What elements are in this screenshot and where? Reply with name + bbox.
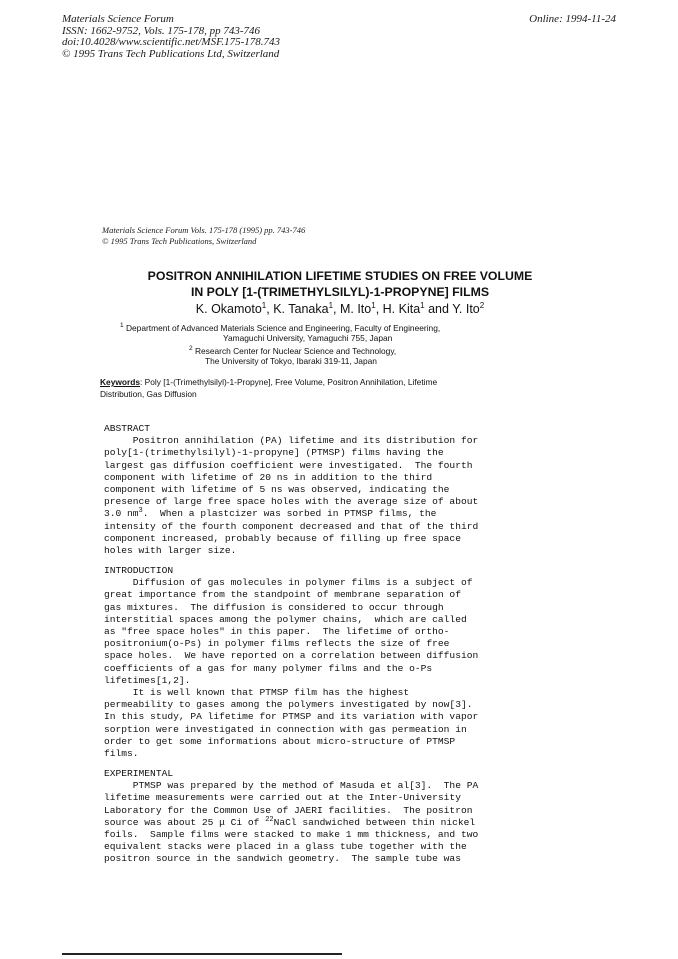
keywords-text: Distribution, Gas Diffusion <box>100 388 197 399</box>
author-list <box>100 301 580 316</box>
body-line: positron source in the sandwich geometry. The sample tube was <box>104 853 461 865</box>
body-line: component increased, probably because of filling up free space <box>104 532 461 544</box>
body-line: space holes. We have reported on a correlation between diffusion <box>104 650 479 662</box>
section-heading: INTRODUCTION <box>104 565 174 576</box>
body-line: lifetime measurements were carried out at the Inter-University <box>104 792 461 804</box>
body-line: foils. Sample films were stacked to make 1 mm thickness, and two <box>104 829 479 841</box>
title-line: POSITRON ANNIHILATION LIFETIME STUDIES ON FREE VOLUME <box>147 269 533 283</box>
body-line: coefficients of a gas for many polymer films and the o-Ps <box>104 662 433 674</box>
footer-rule <box>62 953 342 955</box>
body-line: gas mixtures. The diffusion is considered to occur through <box>104 601 444 613</box>
keywords-text: : Poly [1-(Trimethylsilyl)-1-Propyne], Free Volume, Positron Annihilation, Lifetime <box>140 377 438 387</box>
body-line: holes with larger size. <box>104 545 237 557</box>
body-line: component with lifetime of 5 ns was observed, indicating the <box>104 484 450 496</box>
body-line: Diffusion of gas molecules in polymer films is a subject of <box>104 577 473 589</box>
body-line: largest gas diffusion coefficient were investigated. The fourth <box>104 459 473 471</box>
body-line: poly[1-(trimethylsilyl)-1-propyne] (PTMSP) films having the <box>104 447 444 459</box>
body-line: great importance from the standpoint of membrane separation of <box>104 589 461 601</box>
affiliation-text: Research Center for Nuclear Science and Technology, <box>194 345 397 356</box>
section-experimental <box>104 768 574 866</box>
keywords <box>100 377 570 400</box>
body-line: films. <box>104 748 139 760</box>
issn-line: ISSN: 1662-9752, Vols. 175-178, pp 743-746 <box>62 24 260 37</box>
affiliation-mark: 1 <box>120 322 124 329</box>
body-line: presence of large free space holes with the average size of about <box>104 496 479 508</box>
paper-title <box>100 268 580 300</box>
body-line: order to get some informations about micro-structure of PTMSP <box>104 735 456 747</box>
forum-copyright-line: © 1995 Trans Tech Publications, Switzerland <box>102 236 257 246</box>
scan-header <box>102 225 305 247</box>
affiliation-text: The University of Tokyo, Ibaraki 319-11, Japan <box>205 355 377 366</box>
affiliation-1 <box>120 321 440 343</box>
body-line: Positron annihilation (PA) lifetime and its distribution for <box>104 435 479 447</box>
affiliation-text: Yamaguchi University, Yamaguchi 755, Japan <box>223 332 393 343</box>
copyright-line: © 1995 Trans Tech Publications Ltd, Switzerland <box>62 47 280 60</box>
body-line: It is well known that PTMSP film has the highest <box>104 687 410 699</box>
section-heading: ABSTRACT <box>104 423 151 434</box>
body-line: sorption were investigated in connection with gas permeation in <box>104 723 467 735</box>
author: K. Tanaka$^1$, <box>273 301 340 317</box>
body-line: interstitial spaces among the polymer chains, which are called <box>104 613 467 625</box>
affiliation-text: Department of Advanced Materials Science and Engineering, Faculty of Engineering, <box>125 322 441 333</box>
author: M. Ito$^1$, <box>339 301 383 317</box>
doi-line: doi:10.4028/www.scientific.net/MSF.175-178.743 <box>62 36 281 48</box>
body-line: Laboratory for the Common Use of JAERI facilities. The positron <box>104 804 473 816</box>
citation-block <box>62 14 280 60</box>
section-abstract <box>104 423 574 557</box>
title-line: IN POLY [1-(TRIMETHYLSILYL)-1-PROPYNE] FILMS <box>190 285 490 299</box>
section-heading: EXPERIMENTAL <box>104 768 174 779</box>
body-line: In this study, PA lifetime for PTMSP and its variation with vapor <box>104 711 479 723</box>
body-line: equivalent stacks were placed in a glass tube together with the <box>104 841 467 853</box>
body-line: as "free space holes" in this paper. The lifetime of ortho- <box>104 626 450 638</box>
author: Y. Ito$^2$ <box>452 301 485 317</box>
affiliation-2 <box>189 344 396 366</box>
body-line: positronium(o-Ps) in polymer films reflects the size of free <box>104 638 450 650</box>
body-line: 3.0 $nm^3$. When a plastcizer was sorbed in PTMSP films, the <box>104 507 437 520</box>
affiliation-mark: 2 <box>189 345 193 352</box>
body-line: source was about 25 μ Ci of $^{22}$NaCl sandwiched between thin nickel <box>104 815 476 828</box>
body-line: intensity of the fourth component decreased and that of the third <box>104 520 479 532</box>
journal-name: Materials Science Forum <box>62 13 174 25</box>
body-line: permeability to gases among the polymers investigated by now[3]. <box>104 699 473 711</box>
body-line: lifetimes[1,2]. <box>104 674 191 686</box>
online-date: Online: 1994-11-24 <box>529 13 616 25</box>
author: K. Okamoto$^1$, <box>195 301 274 317</box>
body-line: PTMSP was prepared by the method of Masuda et al[3]. The PA <box>104 780 479 792</box>
keywords-label: Keywords <box>100 377 141 387</box>
forum-line: Materials Science Forum Vols. 175-178 (1995) pp. 743-746 <box>102 225 306 235</box>
author: H. Kita$^1$ and <box>382 301 453 317</box>
section-introduction <box>104 565 574 760</box>
body-line: component with lifetime of 20 ns in addition to the third <box>104 471 433 483</box>
